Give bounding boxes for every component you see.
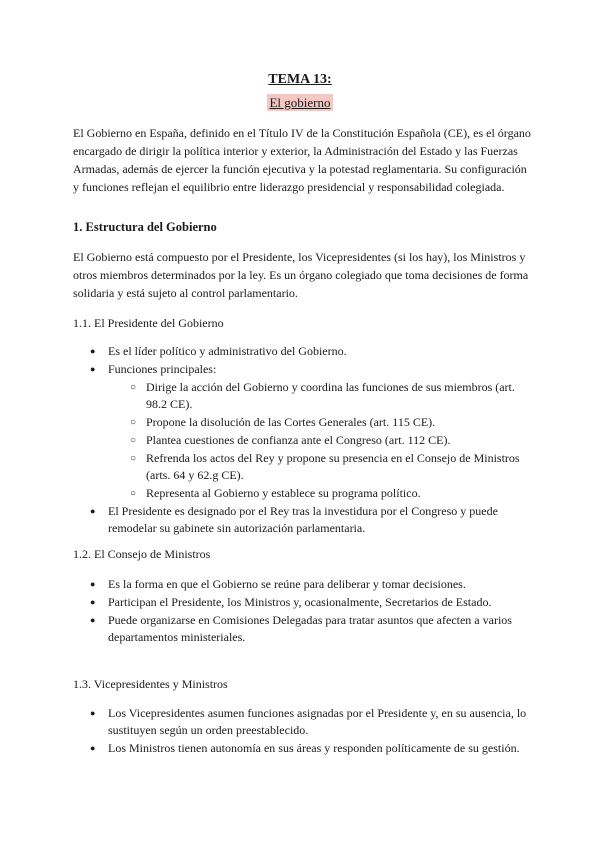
- list-item: ● Es la forma en que el Gobierno se reúne para deliberar y tomar decisiones.: [90, 576, 530, 593]
- sublist-item: ○ Refrenda los actos del Rey y propone su presencia en el Consejo de Ministros (arts. 64 y 62.g CE).: [108, 450, 530, 484]
- sublist-item: ○ Dirige la acción del Gobierno y coordina las funciones de sus miembros (art. 98.2 CE).: [108, 379, 530, 413]
- list-item: ● Los Ministros tienen autonomía en sus áreas y responden políticamente de su gestión.: [90, 740, 530, 757]
- list-item: ● El Presidente es designado por el Rey tras la investidura por el Congreso y puede remodelar su gabinete sin autorización parlamentaria.: [90, 503, 530, 537]
- section-1-heading: 1. Estructura del Gobierno: [73, 220, 217, 234]
- intro-paragraph: El Gobierno en España, definido en el Título IV de la Constitución Española (CE), es el órgano encargado de dirigir la política interior y exterior, la Administración del Estado y las Fuerzas Armadas, además de ejercer la función ejecutiva y la potestad reglamentaria. Su configuración y funciones reflejan el equilibrio entre liderazgo presidencial y responsabilidad colegiada.: [73, 126, 531, 194]
- sublist-item: ○ Propone la disolución de las Cortes Generales (art. 115 CE).: [108, 414, 530, 431]
- council-list: [90, 576, 530, 647]
- sublist-item: ○ Representa al Gobierno y establece su programa político.: [108, 485, 530, 502]
- list-item: ● Puede organizarse en Comisiones Delegadas para tratar asuntos que afecten a varios departamentos ministeriales.: [90, 612, 530, 646]
- list-item: ● Participan el Presidente, los Ministros y, ocasionalmente, Secretarios de Estado.: [90, 594, 530, 611]
- subsection-1-1-heading: 1.1. El Presidente del Gobierno: [73, 316, 224, 330]
- document-title: TEMA 13:: [268, 72, 332, 87]
- section-1-paragraph: El Gobierno está compuesto por el Presidente, los Vicepresidentes (si los hay), los Ministros y otros miembros determinados por la ley. Es un órgano colegiado que toma decisiones de forma solidaria y está sujeto al control parlamentario.: [73, 250, 529, 300]
- subsection-1-3-heading: 1.3. Vicepresidentes y Ministros: [73, 677, 228, 691]
- list-item: ● Funciones principales: ○ Dirige la acción del Gobierno y coordina las funciones de sus miembros (art. 98.2 CE). ○ Propone la disolución de las Cortes Generales (art. 115 CE). ○ Plantea cuestiones de confianza ante el Congreso (art. 112 CE). ○ Refrenda los actos del Rey y propone su presencia en el Consejo de Ministros (arts. 64 y 62.g CE). ○ Representa al Gobierno y establece su programa político.: [90, 361, 530, 502]
- document-subtitle: El gobierno: [269, 95, 331, 110]
- list-item: ● Es el líder político y administrativo del Gobierno.: [90, 343, 530, 360]
- list-item: ● Los Vicepresidentes asumen funciones asignadas por el Presidente y, en su ausencia, lo sustituyen según un orden preestablecido.: [90, 705, 530, 739]
- sublist-item: ○ Plantea cuestiones de confianza ante el Congreso (art. 112 CE).: [108, 432, 530, 449]
- president-list: [90, 343, 530, 538]
- functions-sublist: [108, 379, 530, 502]
- subtitle-wrapper: [0, 94, 600, 112]
- subsection-1-2-heading: 1.2. El Consejo de Ministros: [73, 547, 211, 561]
- ministers-list: [90, 705, 530, 758]
